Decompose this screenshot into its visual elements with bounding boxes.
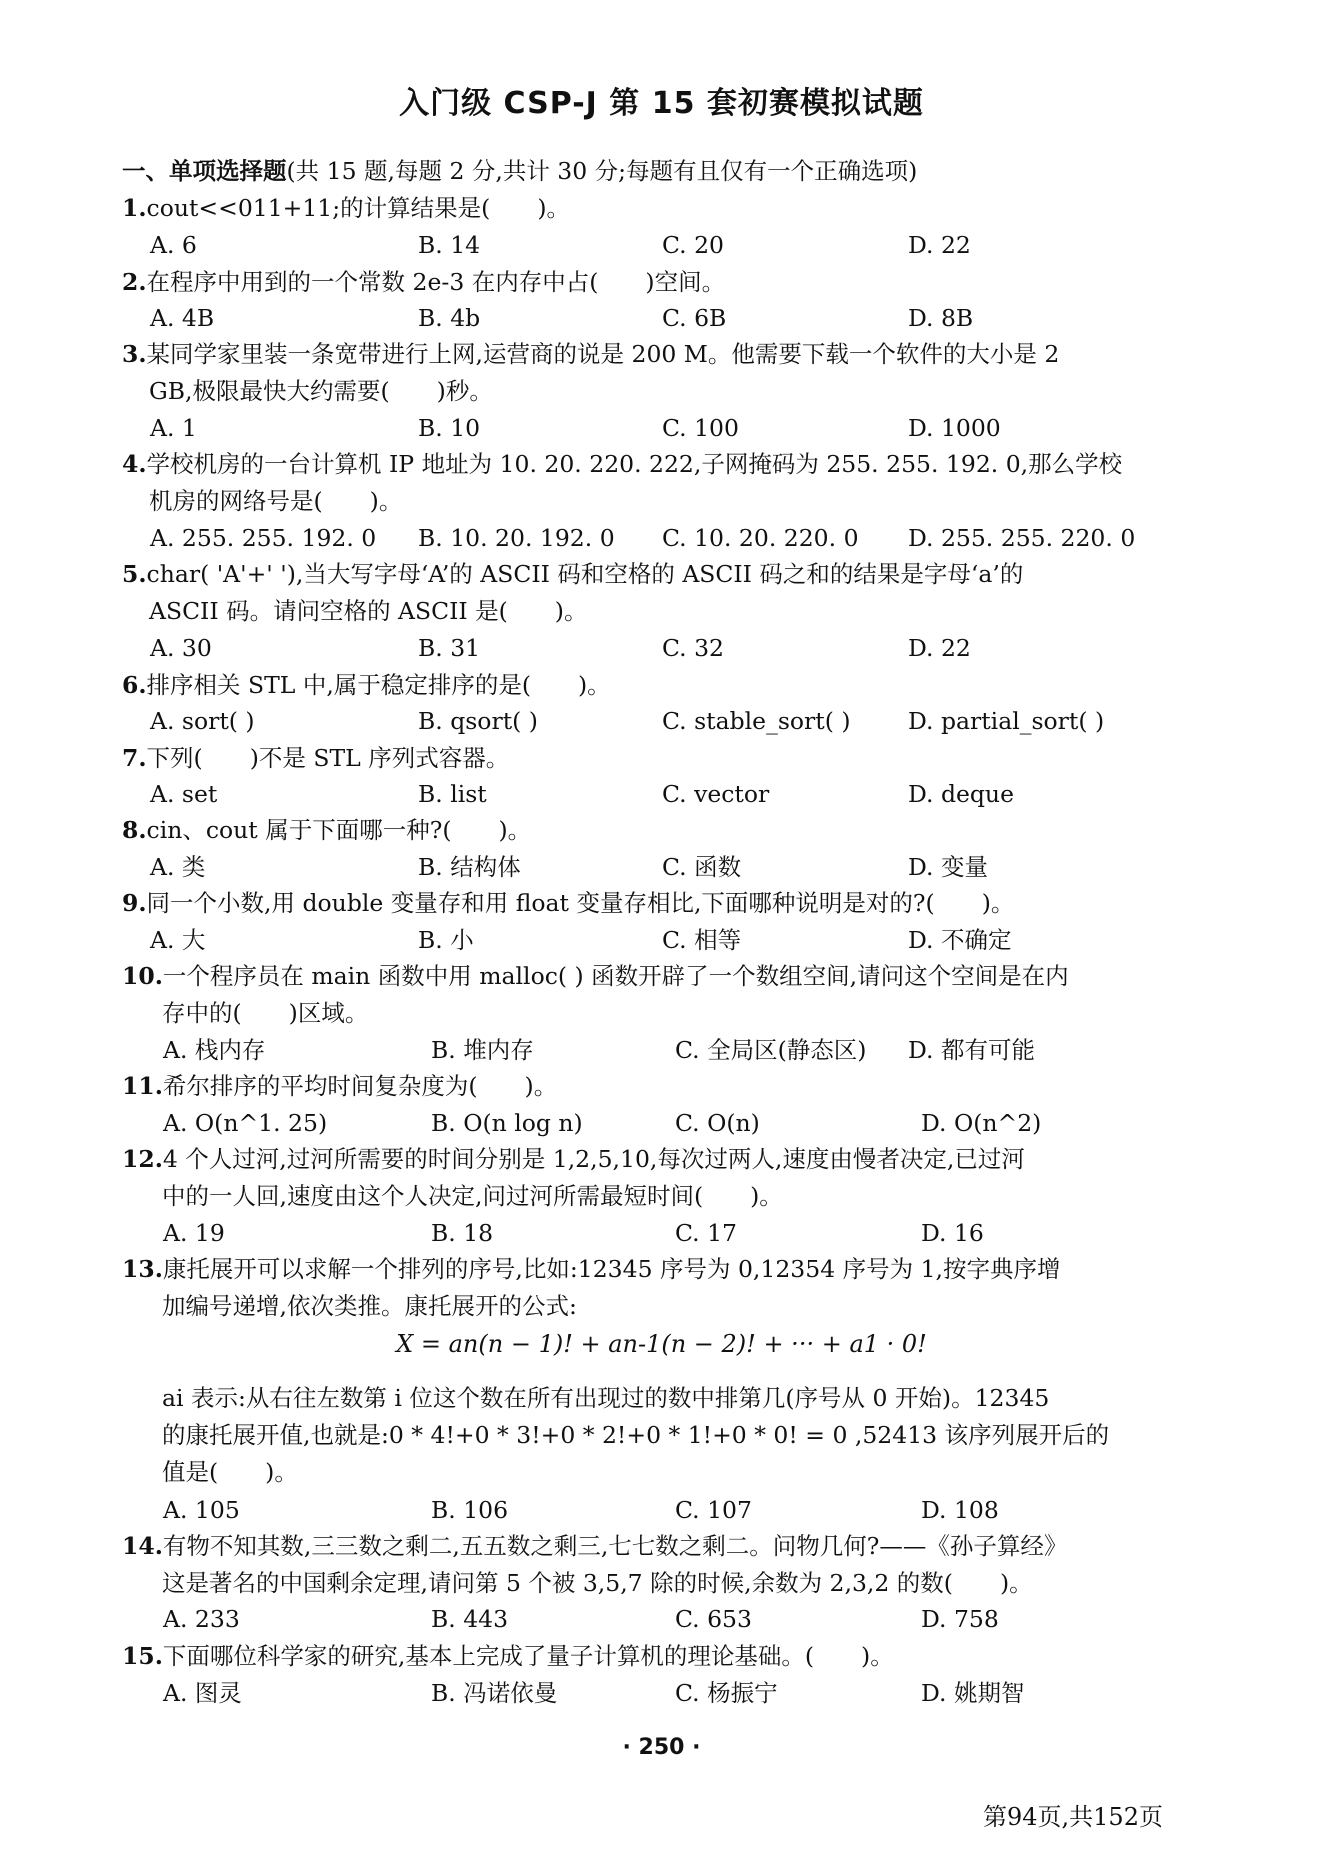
question-text: char( 'A'+' '),当大写字母‘A’的 ASCII 码和空格的 ASCII 码之和的结果是字母‘a’的 — [146, 560, 1024, 588]
option-b: B. 堆内存 — [431, 1036, 534, 1064]
option-a: A. 4B — [150, 304, 215, 332]
question-text-cont: 机房的网络号是( )。 — [149, 487, 403, 515]
question-4 — [122, 446, 1122, 520]
question-text: 下列( )不是 STL 序列式容器。 — [146, 744, 510, 772]
option-c: C. 32 — [662, 634, 724, 662]
question-number: 5. — [122, 560, 147, 588]
option-b: B. O(n log n) — [431, 1109, 583, 1137]
question-2 — [122, 264, 725, 301]
question-text: 有物不知其数,三三数之剩二,五五数之剩三,七七数之剩二。问物几何?——《孙子算经》 — [162, 1532, 1068, 1560]
explanation-line: ai 表示:从右往左数第 i 位这个数在所有出现过的数中排第几(序号从 0 开始)。12345 — [162, 1384, 1050, 1412]
question-number: 10. — [122, 962, 163, 990]
option-d: D. 8B — [908, 304, 974, 332]
option-a: A. sort( ) — [150, 707, 255, 735]
option-c: C. 函数 — [662, 853, 742, 881]
option-d: D. partial_sort( ) — [908, 707, 1105, 735]
option-a: A. 233 — [163, 1605, 240, 1633]
question-text: 在程序中用到的一个常数 2e-3 在内存中占( )空间。 — [146, 268, 726, 296]
question-number: 11. — [122, 1072, 163, 1100]
question-number: 3. — [122, 340, 147, 368]
question-text-cont: 中的一人回,速度由这个人决定,问过河所需最短时间( )。 — [162, 1182, 783, 1210]
option-c: C. O(n) — [675, 1109, 760, 1137]
question-13 — [122, 1251, 1061, 1325]
question-number: 2. — [122, 268, 147, 296]
option-b: B. 14 — [418, 231, 481, 259]
option-c: C. 全局区(静态区) — [675, 1036, 867, 1064]
option-b: B. 443 — [431, 1605, 509, 1633]
question-5 — [122, 556, 1023, 630]
option-d: D. 255. 255. 220. 0 — [908, 524, 1136, 552]
question-text-cont: GB,极限最快大约需要( )秒。 — [149, 377, 493, 405]
option-a: A. set — [150, 780, 218, 808]
option-b: B. qsort( ) — [418, 707, 538, 735]
question-13-explanation — [122, 1380, 1109, 1491]
section-heading — [122, 152, 917, 186]
question-3 — [122, 336, 1059, 410]
option-b: B. 18 — [431, 1219, 494, 1247]
option-a: A. 30 — [150, 634, 212, 662]
option-a: A. 栈内存 — [163, 1036, 266, 1064]
option-d: D. 22 — [908, 634, 971, 662]
option-c: C. 杨振宁 — [675, 1679, 778, 1707]
question-text-cont: ASCII 码。请问空格的 ASCII 是( )。 — [149, 597, 588, 625]
option-a: A. 105 — [163, 1496, 240, 1524]
question-text: 希尔排序的平均时间复杂度为( )。 — [162, 1072, 558, 1100]
option-a: A. 大 — [150, 926, 206, 954]
option-d: D. 姚期智 — [921, 1679, 1025, 1707]
option-b: B. 106 — [431, 1496, 509, 1524]
option-a: A. 类 — [150, 853, 206, 881]
option-d: D. 16 — [921, 1219, 984, 1247]
explanation-line: 值是( )。 — [162, 1458, 298, 1486]
question-number: 12. — [122, 1145, 163, 1173]
option-c: C. 17 — [675, 1219, 737, 1247]
option-d: D. 变量 — [908, 853, 988, 881]
option-c: C. vector — [662, 780, 770, 808]
question-10 — [122, 958, 1069, 1032]
formula-text: X = an(n − 1)! + an-1(n − 2)! + ··· + a1 · 0! — [396, 1330, 927, 1358]
option-a: A. 图灵 — [163, 1679, 242, 1707]
option-d: D. 22 — [908, 231, 971, 259]
question-text: 同一个小数,用 double 变量存和用 float 变量存相比,下面哪种说明是对的?( )。 — [146, 889, 1015, 917]
question-number: 1. — [122, 194, 147, 222]
option-d: D. 都有可能 — [908, 1036, 1035, 1064]
option-c: C. 10. 20. 220. 0 — [662, 524, 859, 552]
page-number: · 250 · — [622, 1735, 701, 1760]
option-a: A. O(n^1. 25) — [163, 1109, 328, 1137]
question-6 — [122, 667, 611, 704]
option-c: C. 相等 — [662, 926, 742, 954]
option-c: C. 100 — [662, 414, 739, 442]
question-12 — [122, 1141, 1025, 1215]
page-counter-footer: 第94页,共152页 — [983, 1803, 1163, 1831]
question-number: 8. — [122, 816, 147, 844]
question-text: 康托展开可以求解一个排列的序号,比如:12345 序号为 0,12354 序号为 1,按字典序增 — [162, 1255, 1061, 1283]
question-text: 排序相关 STL 中,属于稳定排序的是( )。 — [146, 671, 611, 699]
question-number: 14. — [122, 1532, 163, 1560]
question-number: 15. — [122, 1642, 163, 1670]
page-title: 入门级 CSP-J 第 15 套初赛模拟试题 — [399, 86, 924, 121]
section-title: 一、单项选择题 — [122, 157, 287, 185]
question-number: 6. — [122, 671, 147, 699]
option-b: B. 31 — [418, 634, 481, 662]
question-8 — [122, 812, 531, 849]
option-b: B. 4b — [418, 304, 481, 332]
option-a: A. 19 — [163, 1219, 225, 1247]
question-1 — [122, 190, 570, 227]
option-d: D. 108 — [921, 1496, 999, 1524]
option-c: C. 20 — [662, 231, 724, 259]
option-a: A. 255. 255. 192. 0 — [150, 524, 377, 552]
option-d: D. 758 — [921, 1605, 999, 1633]
question-7 — [122, 740, 509, 777]
question-number: 4. — [122, 450, 147, 478]
question-text: 下面哪位科学家的研究,基本上完成了量子计算机的理论基础。( )。 — [162, 1642, 894, 1670]
explanation-line: 的康托展开值,也就是:0 * 4!+0 * 3!+0 * 2!+0 * 1!+0 * 0! = 0 ,52413 该序列展开后的 — [162, 1421, 1110, 1449]
question-number: 7. — [122, 744, 147, 772]
option-c: C. 653 — [675, 1605, 752, 1633]
question-text: 4 个人过河,过河所需要的时间分别是 1,2,5,10,每次过两人,速度由慢者决定,已过河 — [162, 1145, 1025, 1173]
option-c: C. 107 — [675, 1496, 752, 1524]
option-c: C. 6B — [662, 304, 727, 332]
question-text: 某同学家里装一条宽带进行上网,运营商的说是 200 M。他需要下载一个软件的大小是 2 — [146, 340, 1060, 368]
option-b: B. 10 — [418, 414, 481, 442]
question-15 — [122, 1638, 894, 1675]
option-d: D. O(n^2) — [921, 1109, 1042, 1137]
question-text-cont: 加编号递增,依次类推。康托展开的公式: — [162, 1292, 577, 1320]
question-9 — [122, 885, 1014, 922]
section-note: (共 15 题,每题 2 分,共计 30 分;每题有且仅有一个正确选项) — [286, 157, 918, 185]
question-text: 学校机房的一台计算机 IP 地址为 10. 20. 220. 222,子网掩码为 255. 255. 192. 0,那么学校 — [146, 450, 1123, 478]
question-14 — [122, 1528, 1067, 1602]
cantor-formula — [0, 1330, 1323, 1358]
option-b: B. 结构体 — [418, 853, 521, 881]
question-text: 一个程序员在 main 函数中用 malloc( ) 函数开辟了一个数组空间,请问这个空间是在内 — [162, 962, 1069, 990]
question-text: cin、cout 属于下面哪一种?( )。 — [146, 816, 532, 844]
question-text-cont: 这是著名的中国剩余定理,请问第 5 个被 3,5,7 除的时候,余数为 2,3,2 的数( )。 — [162, 1569, 1033, 1597]
option-a: A. 6 — [150, 231, 197, 259]
question-number: 13. — [122, 1255, 163, 1283]
option-d: D. 1000 — [908, 414, 1001, 442]
question-11 — [122, 1068, 557, 1105]
option-b: B. list — [418, 780, 487, 808]
question-text-cont: 存中的( )区域。 — [162, 999, 369, 1027]
option-d: D. 不确定 — [908, 926, 1012, 954]
option-c: C. stable_sort( ) — [662, 707, 851, 735]
option-b: B. 小 — [418, 926, 474, 954]
option-b: B. 10. 20. 192. 0 — [418, 524, 615, 552]
option-a: A. 1 — [150, 414, 197, 442]
option-b: B. 冯诺依曼 — [431, 1679, 558, 1707]
question-text: cout<<011+11;的计算结果是( )。 — [146, 194, 571, 222]
question-number: 9. — [122, 889, 147, 917]
option-d: D. deque — [908, 780, 1014, 808]
